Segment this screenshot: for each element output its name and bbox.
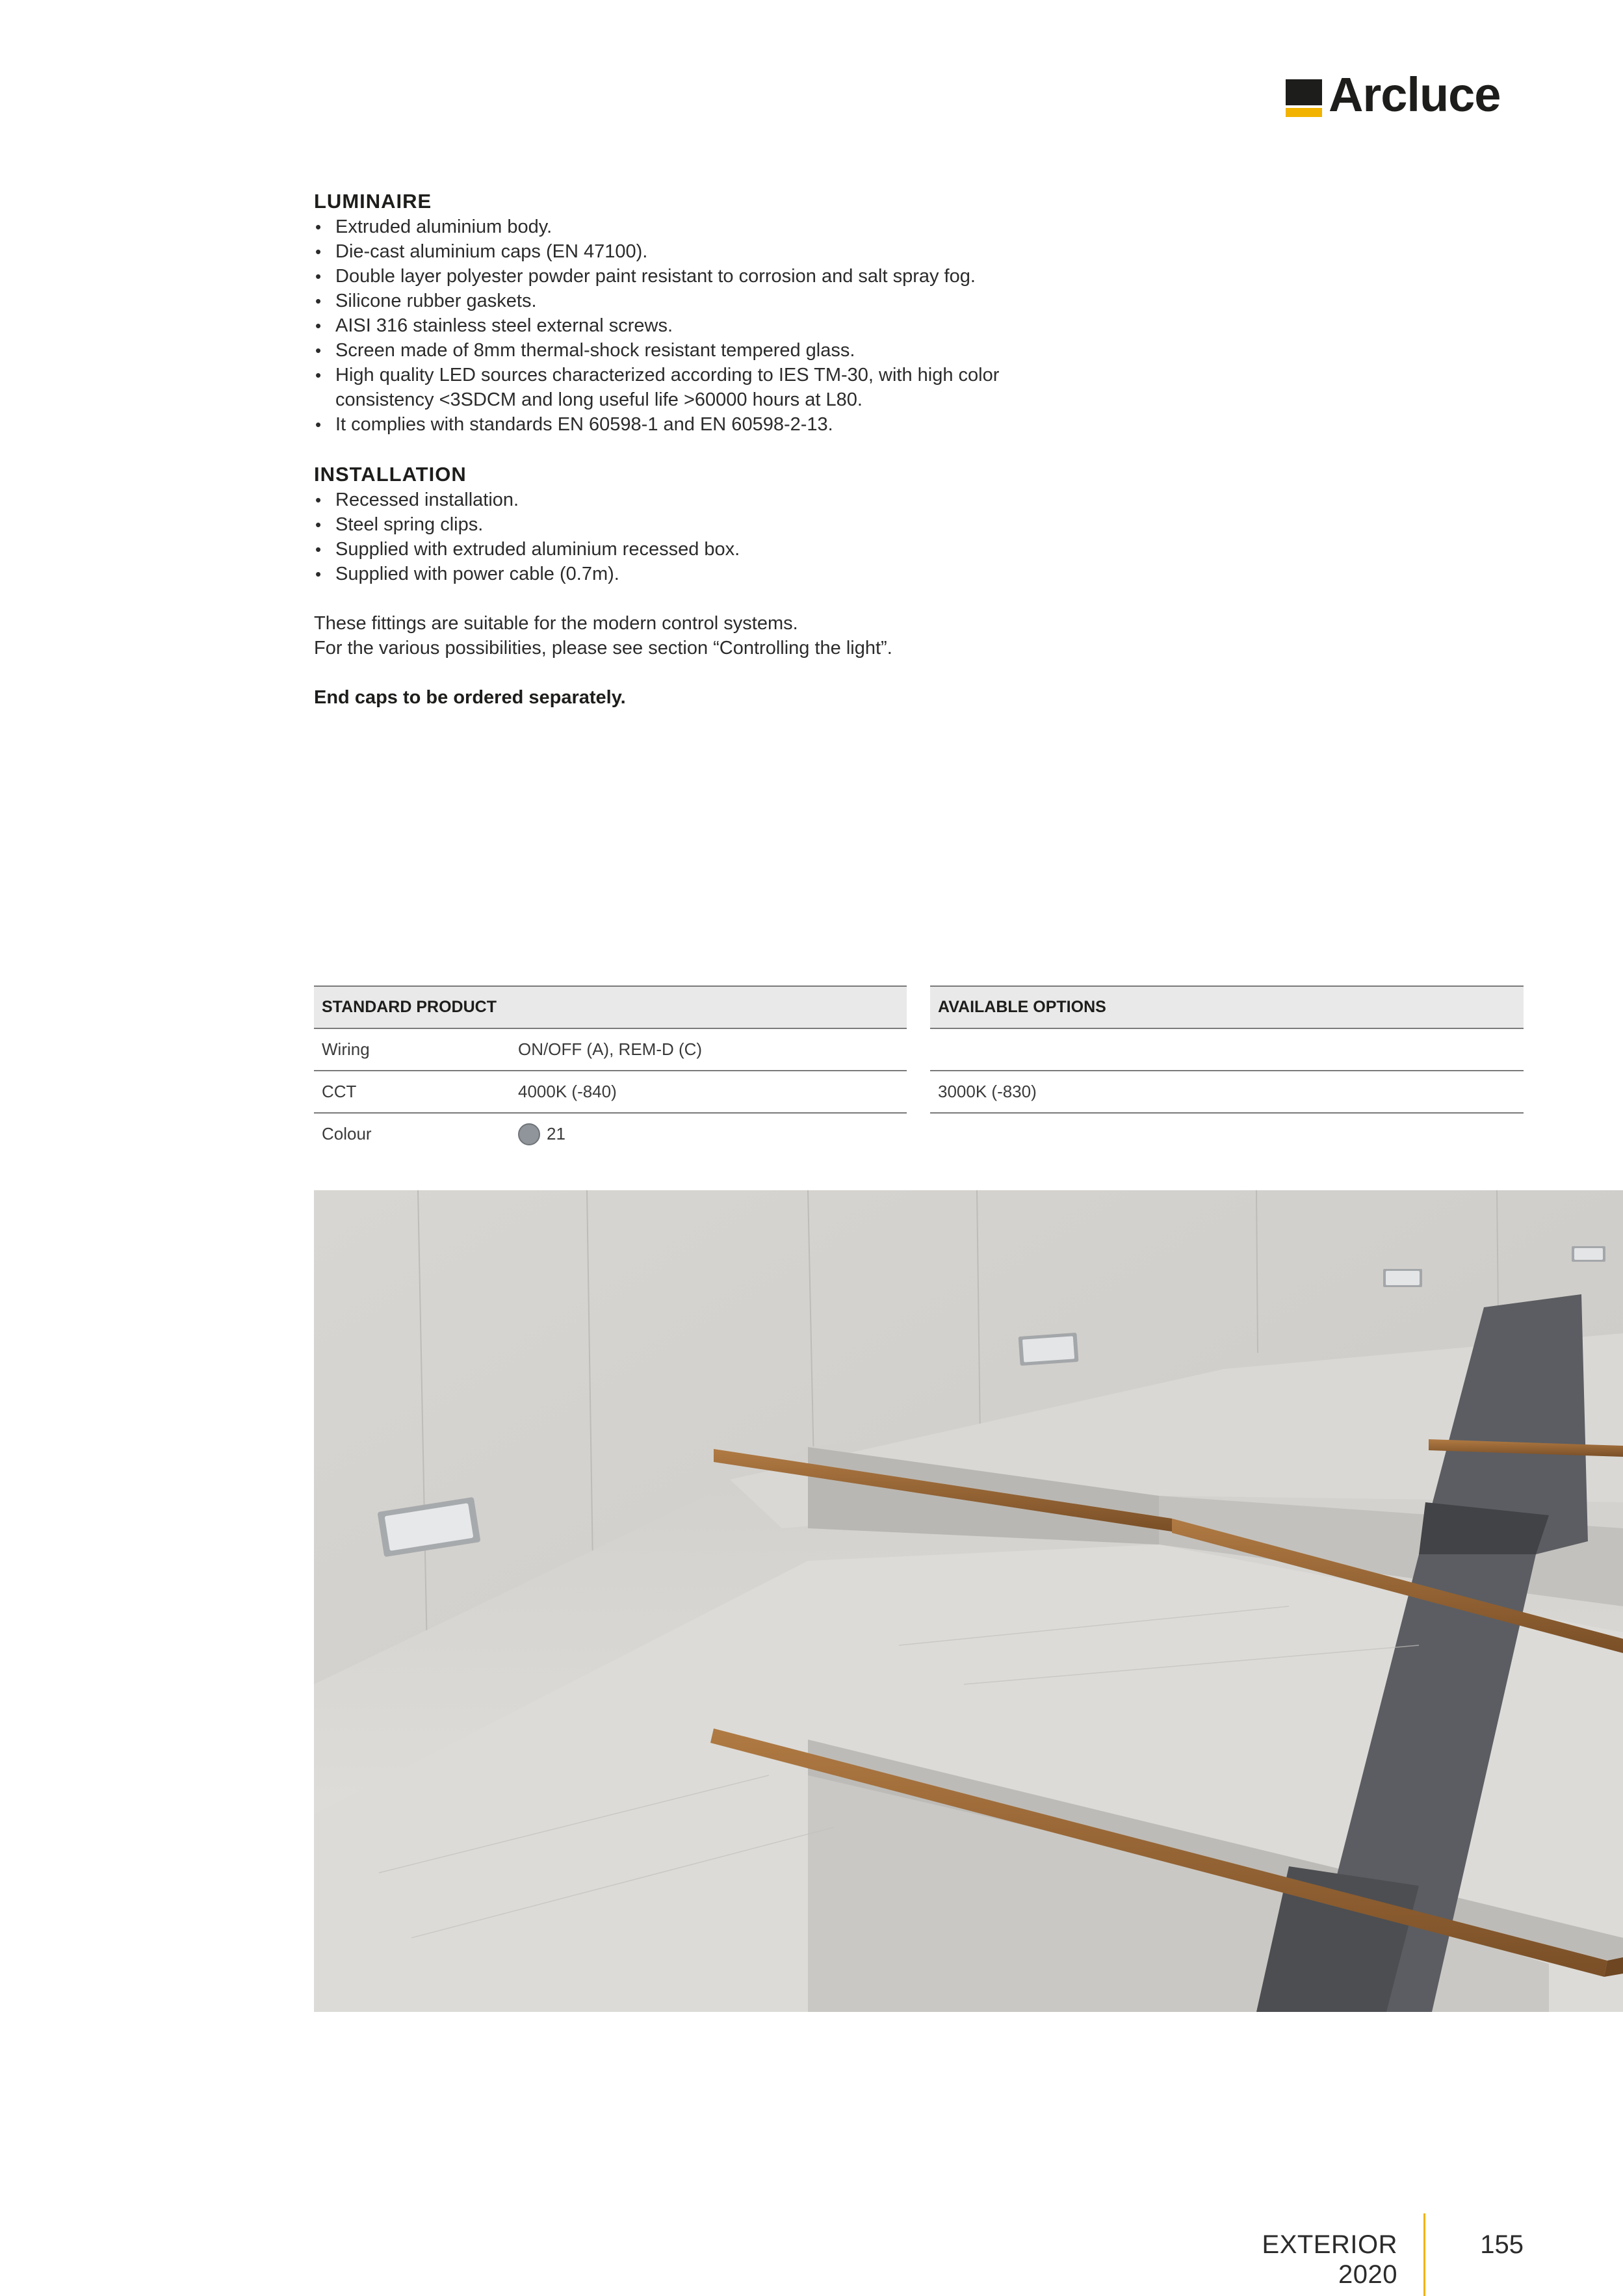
list-item: • Supplied with extruded aluminium recessed box. [314, 537, 1107, 562]
table-row [314, 1029, 907, 1071]
table-row [930, 1071, 1524, 1114]
installation-title: INSTALLATION [314, 463, 467, 486]
luminaire-list [314, 215, 1107, 437]
wall-luminaire-icon [1019, 1333, 1079, 1366]
list-item: • Recessed installation. [314, 488, 1107, 512]
available-options-table [930, 985, 1524, 1114]
list-item: • It complies with standards EN 60598-1 and EN 60598-2-13. [314, 412, 1107, 437]
luminaire-title: LUMINAIRE [314, 190, 432, 213]
list-item: • Supplied with power cable (0.7m). [314, 562, 1107, 586]
standard-product-header: STANDARD PRODUCT [314, 985, 907, 1029]
cct-label: CCT [322, 1082, 357, 1101]
specification-text [314, 189, 1107, 710]
control-note-line-1: These fittings are suitable for the modern control systems. [314, 613, 798, 634]
footer-divider [1423, 2213, 1425, 2296]
list-item: • Silicone rubber gaskets. [314, 289, 1107, 313]
cct-value: 4000K (-840) [518, 1082, 617, 1101]
wall-luminaire-icon [1383, 1269, 1422, 1287]
wall-luminaire-icon [1572, 1246, 1605, 1262]
available-options-header: AVAILABLE OPTIONS [930, 985, 1524, 1029]
table-row [314, 1114, 907, 1155]
cct-option-value: 3000K (-830) [938, 1082, 1037, 1101]
table-row [930, 1029, 1524, 1071]
wiring-value: ON/OFF (A), REM-D (C) [518, 1039, 703, 1059]
table-row [314, 1071, 907, 1114]
colour-label: Colour [322, 1124, 372, 1143]
wiring-label: Wiring [322, 1039, 370, 1059]
colour-code: 21 [547, 1124, 565, 1143]
page-number: 155 [1480, 2230, 1524, 2259]
list-item: • Extruded aluminium body. [314, 215, 1107, 239]
standard-product-table [314, 985, 907, 1155]
list-item: • Double layer polyester powder paint resistant to corrosion and salt spray fog. [314, 264, 1107, 289]
installation-photo [314, 1190, 1623, 2012]
end-caps-note: End caps to be ordered separately. [314, 687, 626, 708]
list-item: • Steel spring clips. [314, 512, 1107, 537]
installation-list [314, 488, 1107, 586]
footer-section-label: EXTERIOR 2020 [1262, 2230, 1397, 2289]
list-item: • AISI 316 stainless steel external screws. [314, 313, 1107, 338]
colour-swatch-icon [518, 1123, 540, 1145]
photo-illustration [314, 1190, 1623, 2012]
logo-mark-icon [1286, 79, 1322, 117]
brand-name: Arcluce [1329, 68, 1501, 122]
list-item: • High quality LED sources characterized according to IES TM-30, with high color consistency <3SDCM and long useful life >60000 hours at L80. [314, 363, 1050, 412]
list-item: • Die-cast aluminium caps (EN 47100). [314, 239, 1107, 264]
colour-value [518, 1123, 565, 1145]
control-note-line-2: For the various possibilities, please see section “Controlling the light”. [314, 638, 892, 659]
list-item: • Screen made of 8mm thermal-shock resistant tempered glass. [314, 338, 1107, 363]
